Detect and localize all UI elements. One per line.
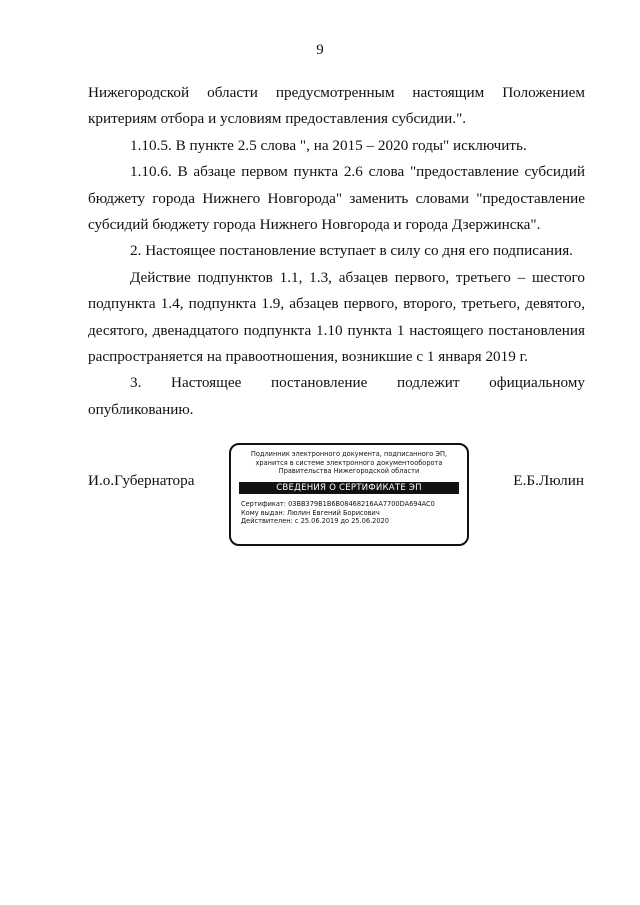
stamp-header — [231, 450, 467, 476]
stamp-issued-to: Кому выдан: Люлин Евгений Борисович — [241, 508, 380, 517]
document-body — [88, 80, 585, 423]
signer-title: И.о.Губернатора — [88, 472, 195, 489]
electronic-signature-stamp — [229, 443, 469, 546]
stamp-validity: Действителен: с 25.06.2019 до 25.06.2020 — [241, 517, 389, 526]
page-number: 9 — [316, 42, 324, 58]
paragraph-effect: Действие подпунктов 1.1, 1.3, абзацев первого, третьего – шестого подпункта 1.4, подпункта 1.9, абзацев первого, второго, третьего, девятого, десятого, двенадцатого подпункта 1.10 пункта 1 настоящего постановления распространяется на правоотношения, возникшие с 1 января 2019 г. — [88, 268, 585, 366]
paragraph-1-10-5: 1.10.5. В пункте 2.5 слова ", на 2015 – 2020 годы" исключить. — [130, 136, 527, 154]
paragraph-1-10-6: 1.10.6. В абзаце первом пункта 2.6 слова "предоставление субсидий бюджету города Нижнего Новгорода" заменить словами "предоставление субсидий бюджету города Нижнего Новгорода и города Дзержинска". — [88, 163, 585, 234]
stamp-header-line: Правительства Нижегородской области — [278, 467, 420, 476]
paragraph-3: 3. Настоящее постановление подлежит официальному опубликованию. — [88, 374, 585, 418]
stamp-header-line: хранится в системе электронного документооборота — [255, 458, 443, 467]
stamp-certificate-info — [241, 500, 467, 526]
signer-name: Е.Б.Люлин — [513, 472, 584, 489]
paragraph-2: 2. Настоящее постановление вступает в силу со дня его подписания. — [130, 242, 573, 260]
stamp-certificate-bar: СВЕДЕНИЯ О СЕРТИФИКАТЕ ЭП — [239, 482, 459, 494]
paragraph-continuation: Нижегородской области предусмотренным настоящим Положением критериям отбора и условиям предоставления субсидии.". — [88, 84, 585, 128]
stamp-certificate-number: Сертификат: 03BB379B1B6B08468216AA7700DA694AC0 — [241, 499, 435, 508]
stamp-header-line: Подлинник электронного документа, подписанного ЭП, — [250, 450, 448, 458]
